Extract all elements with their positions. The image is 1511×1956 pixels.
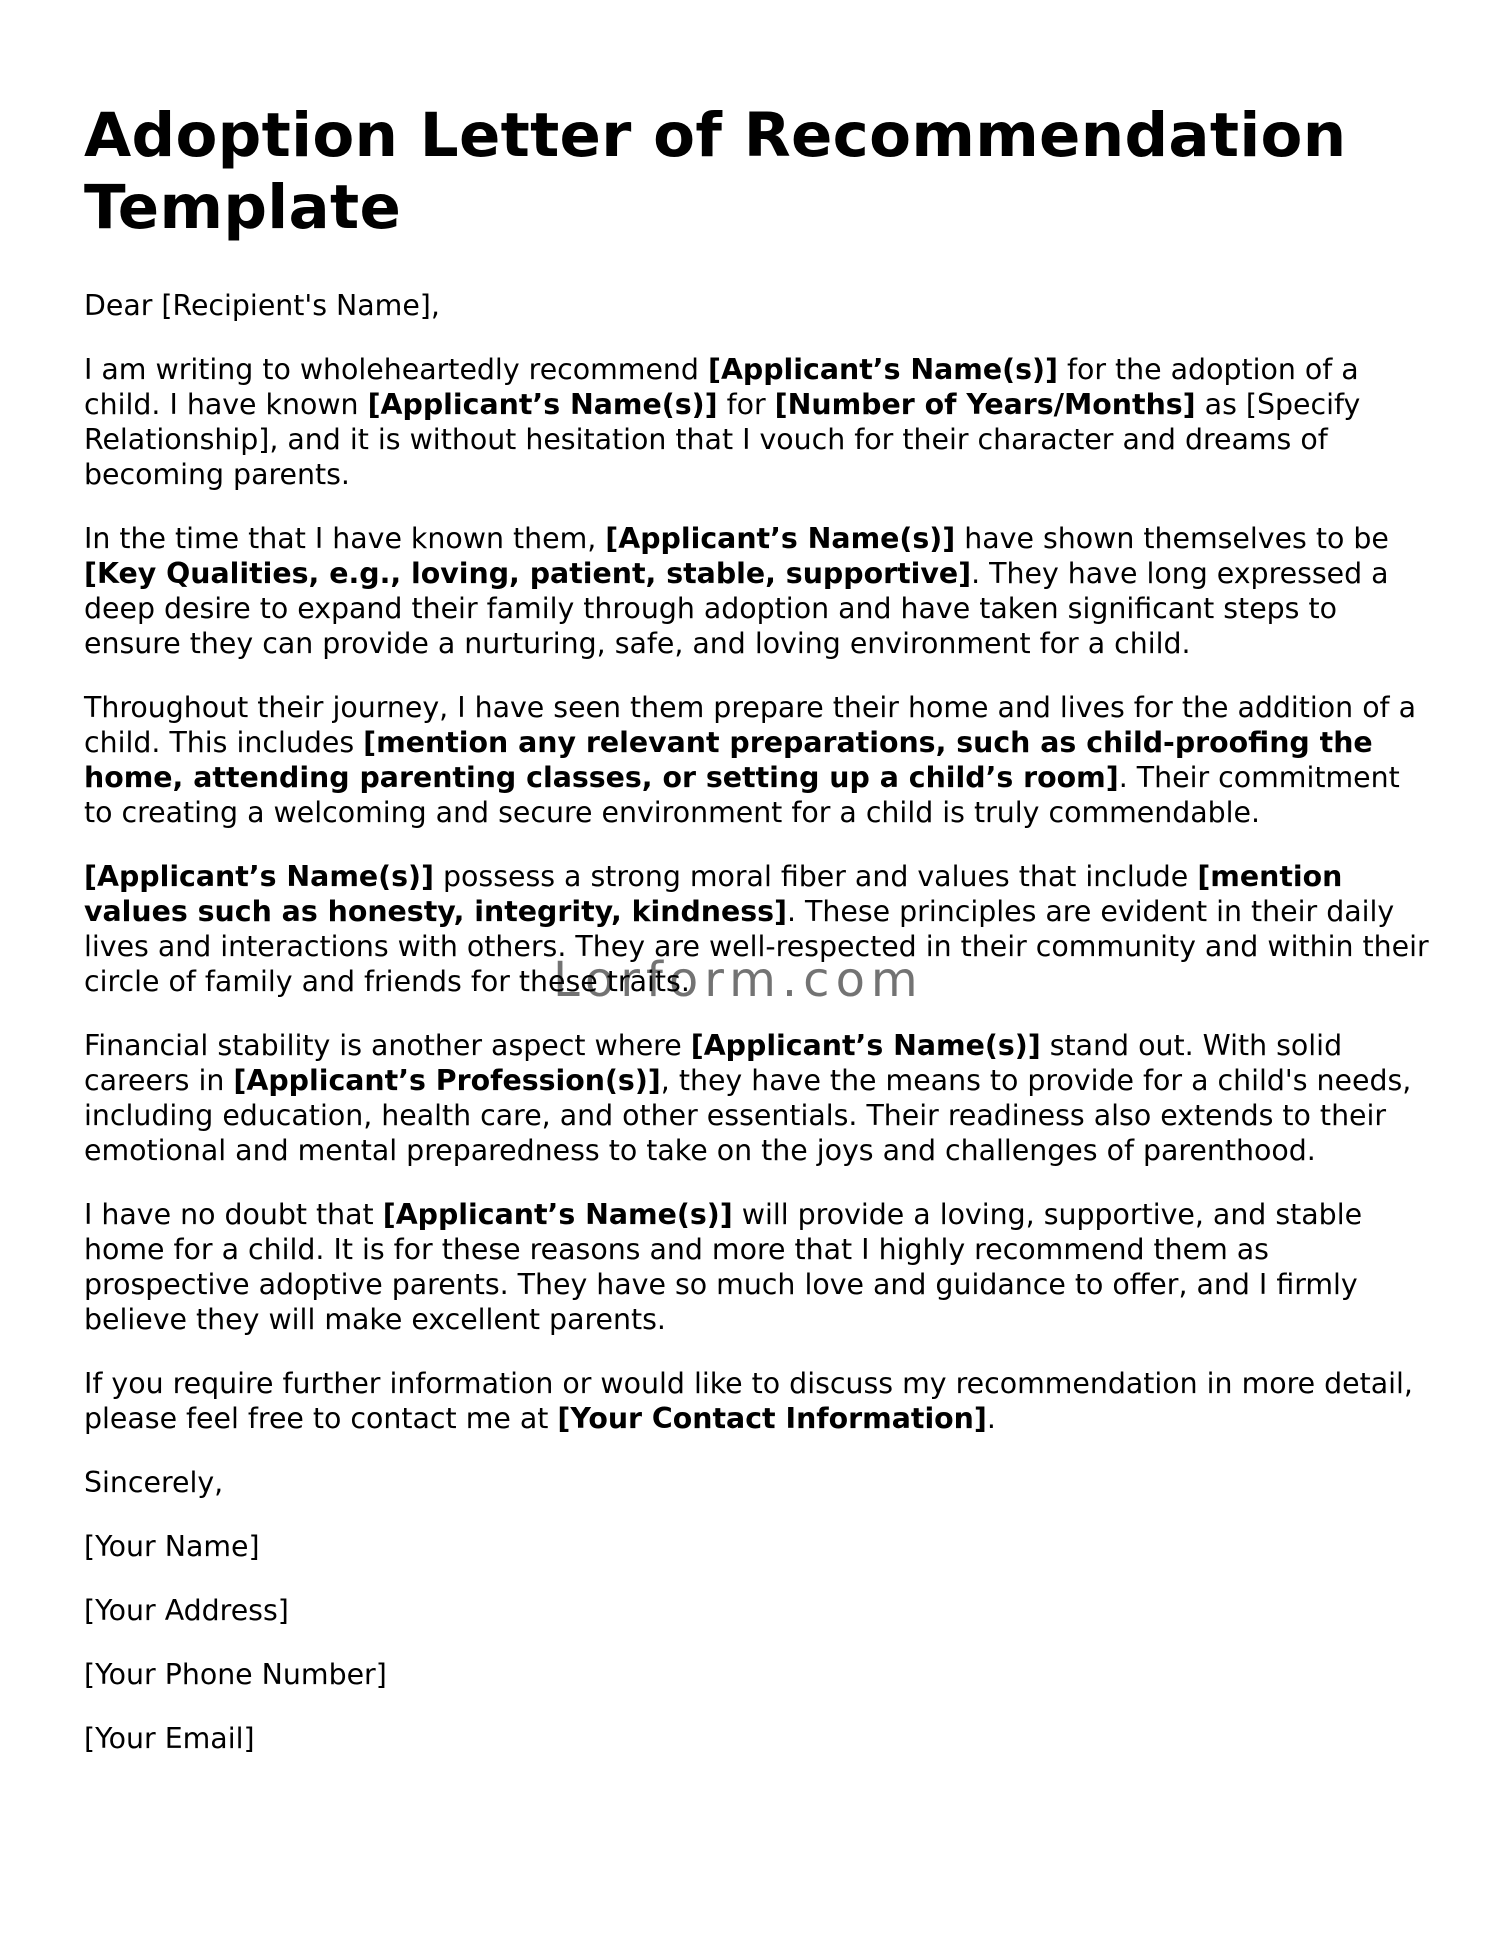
greeting: Dear [Recipient's Name], <box>84 289 440 322</box>
placeholder-applicant-name: [Applicant’s Name(s)] <box>367 388 718 421</box>
text: . They have long expressed a deep desire to expand their family through adoption and have taken significant steps to ensure they can provide a nurturing, safe, and loving environment for a child. <box>84 557 1389 660</box>
text: have shown themselves to be <box>955 522 1389 555</box>
paragraph-contact <box>84 1366 1429 1436</box>
paragraph-financial <box>84 1028 1429 1168</box>
text: If you require further information or would like to discuss my recommendation in more detail, please feel free to contact me at <box>84 1367 1413 1435</box>
text: Financial stability is another aspect where <box>84 1029 691 1062</box>
placeholder-preparations: [mention any relevant preparations, such as child-proofing the home, attending parenting classes, or setting up a child’s room] <box>84 726 1373 794</box>
text: for the adoption of a child. I have known <box>84 353 1359 421</box>
document-title: Adoption Letter of Recommendation Template <box>84 100 1347 243</box>
signature-phone: [Your Phone Number] <box>84 1658 387 1691</box>
placeholder-profession: [Applicant’s Profession(s)] <box>233 1064 661 1097</box>
signature-name: [Your Name] <box>84 1530 260 1563</box>
text: . <box>986 1402 996 1435</box>
text: will provide a loving, supportive, and stable home for a child. It is for these reasons and more that I highly recommend them as prospective adoptive parents. They have so much love and guidance to offer, and I firmly believe they will make excellent parents. <box>84 1198 1363 1336</box>
text: Throughout their journey, I have seen them prepare their home and lives for the addition of a child. This includes <box>84 691 1416 759</box>
text: , they have the means to provide for a child's needs, including education, health care, and other essentials. Their readiness also extends to their emotional and mental preparedness to take on the joys and challenges of parenthood. <box>84 1064 1412 1167</box>
paragraph-qualities <box>84 521 1429 661</box>
placeholder-applicant-name: [Applicant’s Name(s)] <box>707 353 1058 386</box>
text: In the time that I have known them, <box>84 522 606 555</box>
letter-page <box>84 100 1429 1785</box>
placeholder-applicant-name: [Applicant’s Name(s)] <box>84 860 434 893</box>
text: . Their commitment to creating a welcoming and secure environment for a child is truly commendable. <box>84 761 1400 829</box>
paragraph-values <box>84 859 1429 999</box>
text: possess a strong moral fiber and values that include <box>433 860 1198 893</box>
placeholder-key-qualities: [Key Qualities, e.g., loving, patient, stable, supportive] <box>84 557 972 590</box>
closing: Sincerely, <box>84 1466 224 1499</box>
text: stand out. With solid careers in <box>84 1029 1343 1097</box>
text: as [Specify Relationship], and it is without hesitation that I vouch for their character and dreams of becoming parents. <box>84 388 1361 491</box>
placeholder-contact-information: [Your Contact Information] <box>557 1402 987 1435</box>
text: . These principles are evident in their daily lives and interactions with others. They are well-respected in their community and within their circle of family and friends for these traits. <box>84 895 1429 998</box>
text: I have no doubt that <box>84 1198 383 1231</box>
paragraph-conclusion <box>84 1197 1429 1337</box>
placeholder-applicant-name: [Applicant’s Name(s)] <box>605 522 956 555</box>
paragraph-introduction <box>84 352 1429 492</box>
paragraph-preparations <box>84 690 1429 830</box>
watermark: Lorform.com <box>553 952 924 1008</box>
placeholder-years-months: [Number of Years/Months] <box>774 388 1196 421</box>
placeholder-applicant-name: [Applicant’s Name(s)] <box>382 1198 733 1231</box>
placeholder-applicant-name: [Applicant’s Name(s)] <box>690 1029 1041 1062</box>
text: I am writing to wholeheartedly recommend <box>84 353 708 386</box>
signature-email: [Your Email] <box>84 1722 255 1755</box>
text: for <box>717 388 775 421</box>
signature-address: [Your Address] <box>84 1594 289 1627</box>
placeholder-values: [mention values such as honesty, integrity, kindness] <box>84 860 1343 928</box>
